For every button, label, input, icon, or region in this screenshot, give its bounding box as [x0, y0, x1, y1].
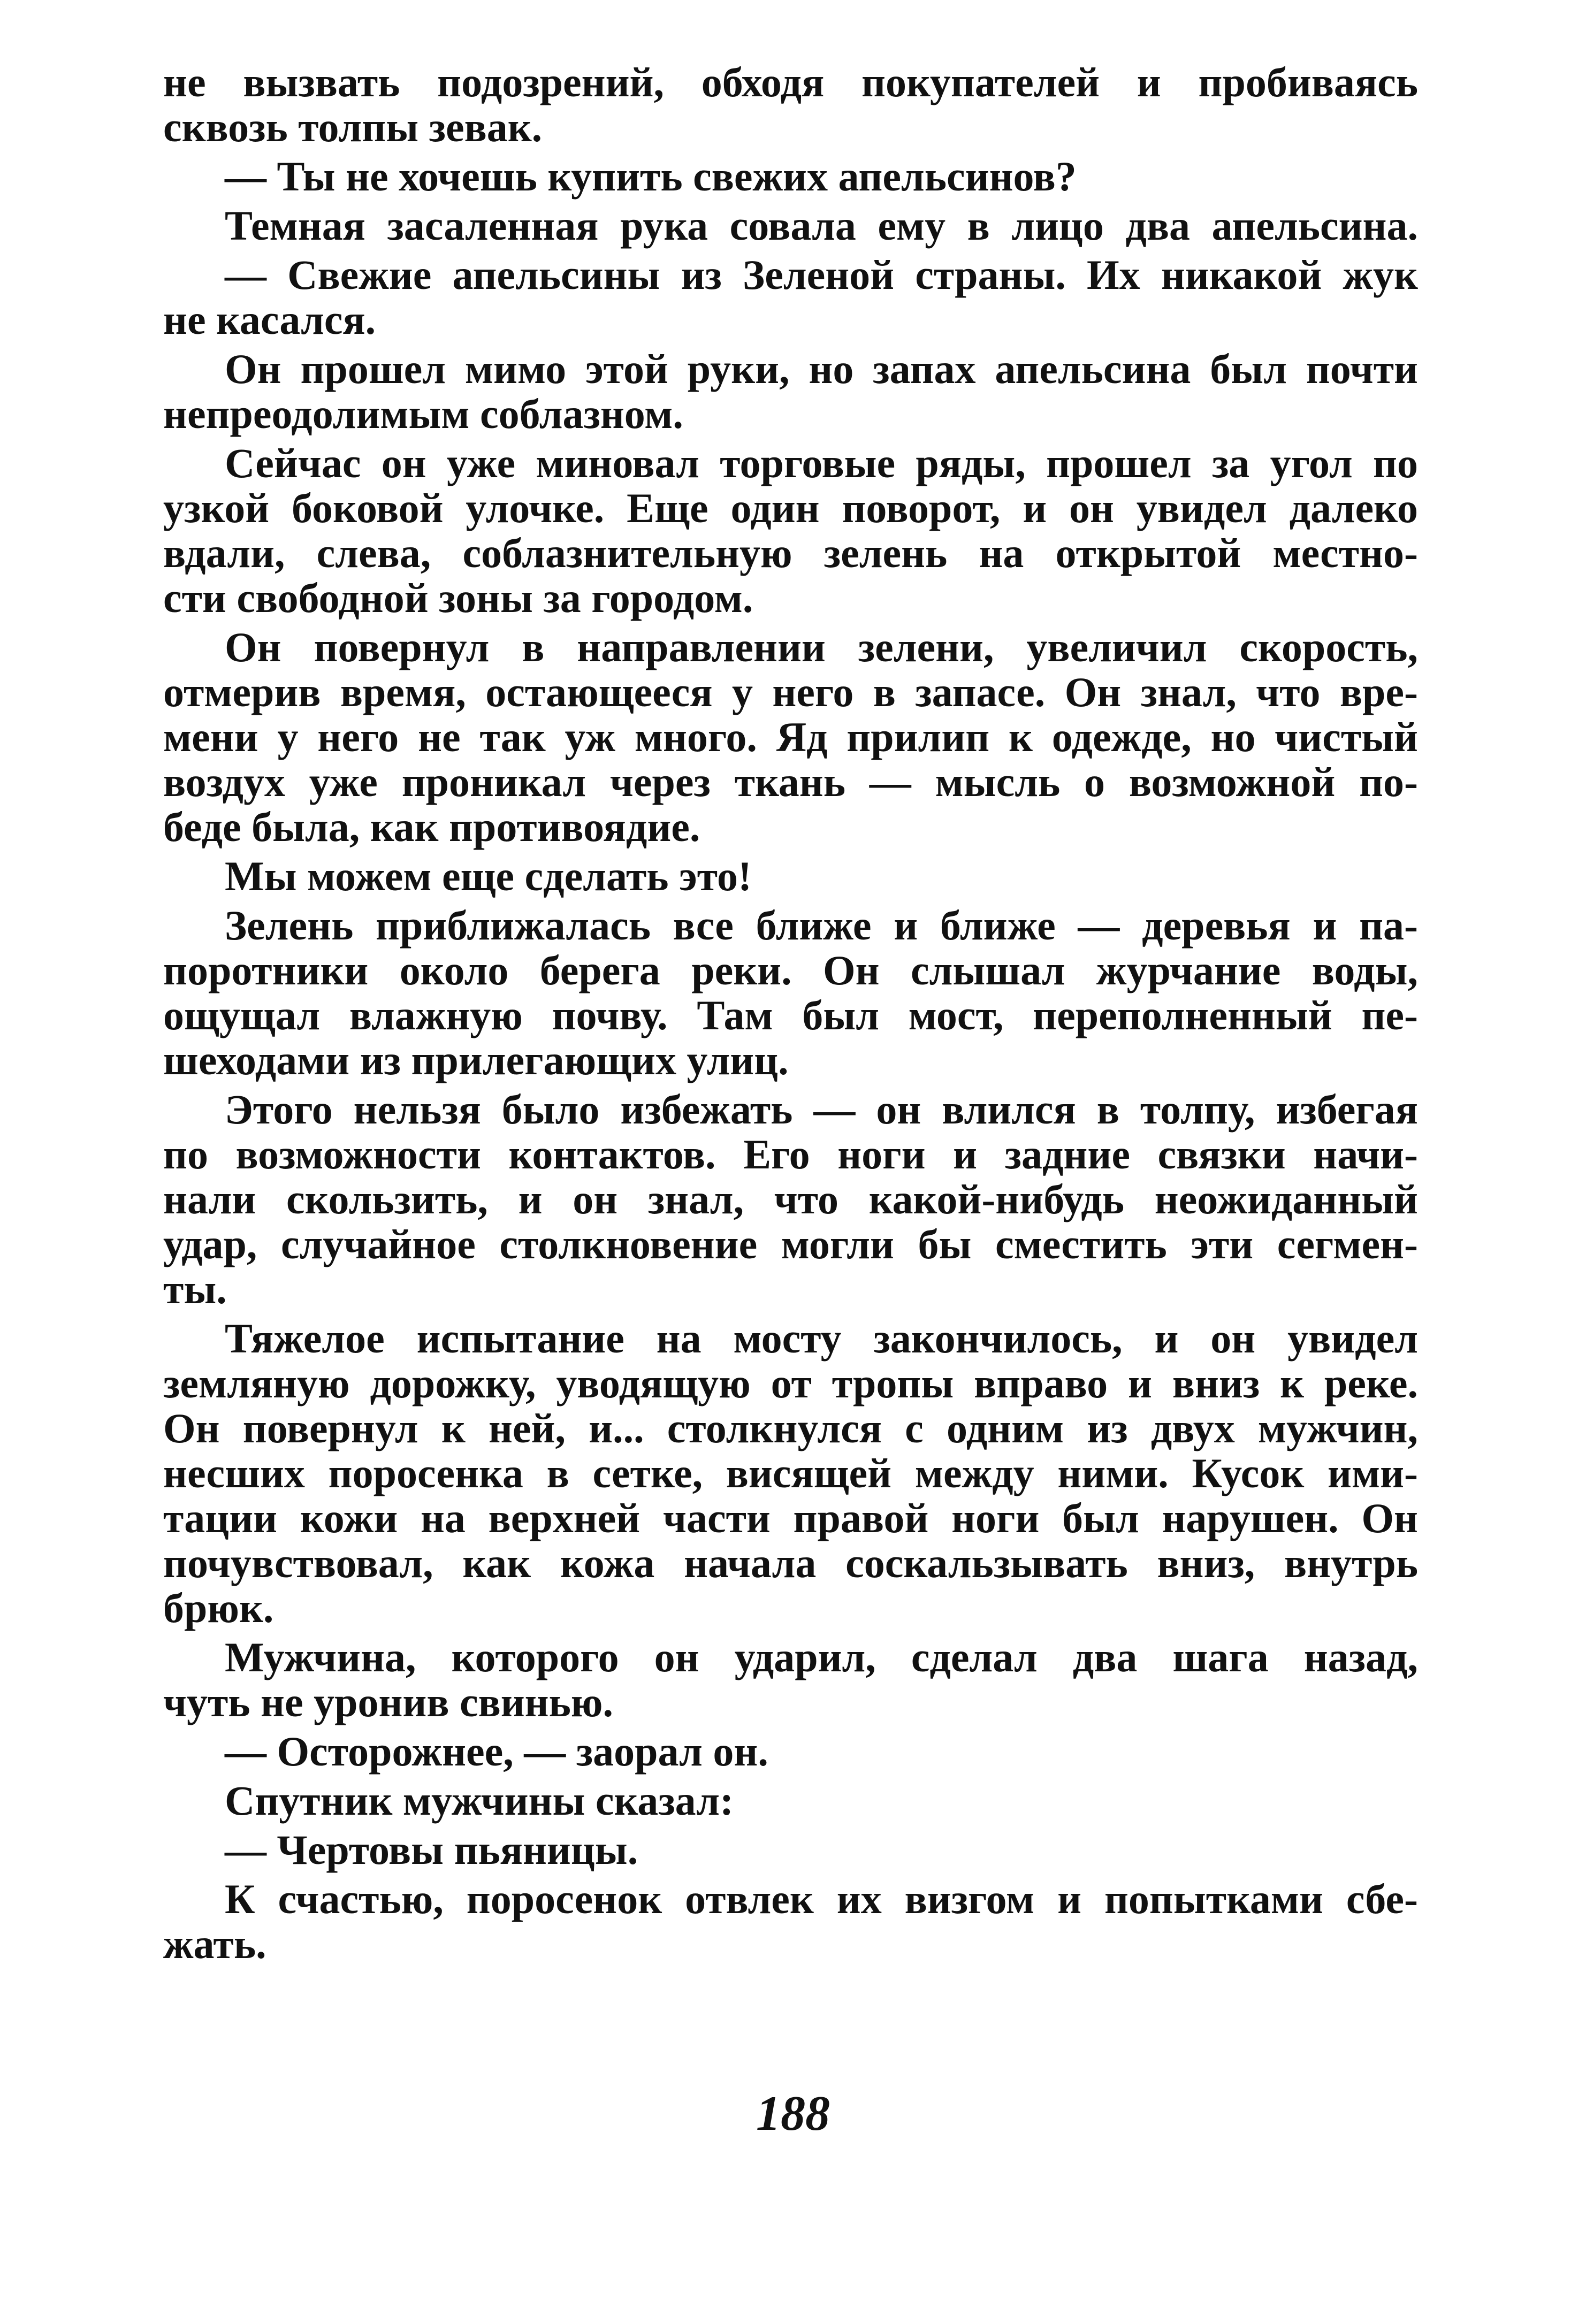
text-line: земляную дорожку, уводящую от тропы вправо и вниз к реке.	[163, 1360, 1418, 1406]
text-line: мени у него не так уж много. Яд прилип к одежде, но чистый	[163, 714, 1418, 760]
text-line: Мужчина, которого он ударил, сделал два шага назад,	[225, 1634, 1418, 1680]
text-line: тации кожи на верхней части правой ноги был нарушен. Он	[163, 1495, 1418, 1541]
text-line: К счастью, поросенок отвлек их визгом и попытками сбе-	[225, 1876, 1418, 1922]
text-line: брюк.	[163, 1585, 274, 1631]
text-line: Мы можем еще сделать это!	[225, 853, 752, 899]
page-body-text	[163, 60, 1418, 1967]
text-line: ощущал влажную почву. Там был мост, переполненный пе-	[163, 992, 1418, 1038]
text-line: Сейчас он уже миновал торговые ряды, прошел за угол по	[225, 440, 1418, 486]
text-line: — Осторожнее, — заорал он.	[225, 1728, 768, 1775]
text-line: по возможности контактов. Его ноги и задние связки начи-	[163, 1131, 1418, 1178]
text-line: жать.	[163, 1921, 266, 1967]
text-line: не вызвать подозрений, обходя покупателей и пробиваясь	[163, 59, 1418, 105]
text-line: Этого нельзя было избежать — он влился в толпу, избегая	[225, 1086, 1418, 1133]
text-line: Тяжелое испытание на мосту закончилось, и он увидел	[225, 1315, 1418, 1362]
text-line: нали скользить, и он знал, что какой-нибудь неожиданный	[163, 1176, 1418, 1222]
text-line: воздух уже проникал через ткань — мысль о возможной по-	[163, 759, 1418, 805]
text-line: сти свободной зоны за городом.	[163, 575, 753, 621]
text-line: почувствовал, как кожа начала соскальзывать вниз, внутрь	[163, 1540, 1418, 1586]
text-line: Зелень приближалась все ближе и ближе — деревья и па-	[225, 902, 1418, 949]
text-line: — Ты не хочешь купить свежих апельсинов?	[225, 153, 1077, 200]
text-line: Он повернул к ней, и... столкнулся с одним из двух мужчин,	[163, 1405, 1418, 1451]
text-line: удар, случайное столкновение могли бы сместить эти сегмен-	[163, 1221, 1418, 1267]
text-line: несших поросенка в сетке, висящей между ними. Кусок ими-	[163, 1450, 1418, 1496]
text-line: шеходами из прилегающих улиц.	[163, 1037, 789, 1083]
text-line: — Свежие апельсины из Зеленой страны. Их никакой жук	[225, 251, 1418, 298]
text-line: поротники около берега реки. Он слышал журчание воды,	[163, 947, 1418, 993]
text-line: вдали, слева, соблазнительную зелень на открытой местно-	[163, 530, 1418, 576]
page-number: 188	[756, 2086, 830, 2140]
text-line: отмерив время, остающееся у него в запасе. Он знал, что вре-	[163, 669, 1418, 715]
text-line: непреодолимым соблазном.	[163, 391, 683, 437]
text-line: — Чертовы пьяницы.	[225, 1826, 638, 1873]
text-line: беде была, как противоядие.	[163, 804, 700, 850]
text-line: Он повернул в направлении зелени, увеличил скорость,	[225, 624, 1418, 670]
text-line: не касался.	[163, 296, 376, 343]
text-line: Темная засаленная рука совала ему в лицо два апельсина.	[225, 202, 1418, 249]
text-line: Спутник мужчины сказал:	[225, 1777, 734, 1824]
text-line: узкой боковой улочке. Еще один поворот, и он увидел далеко	[163, 485, 1418, 531]
text-line: ты.	[163, 1266, 227, 1312]
text-line: чуть не уронив свинью.	[163, 1679, 613, 1725]
text-line: сквозь толпы зевак.	[163, 104, 543, 150]
text-line: Он прошел мимо этой руки, но запах апельсина был почти	[225, 346, 1418, 392]
